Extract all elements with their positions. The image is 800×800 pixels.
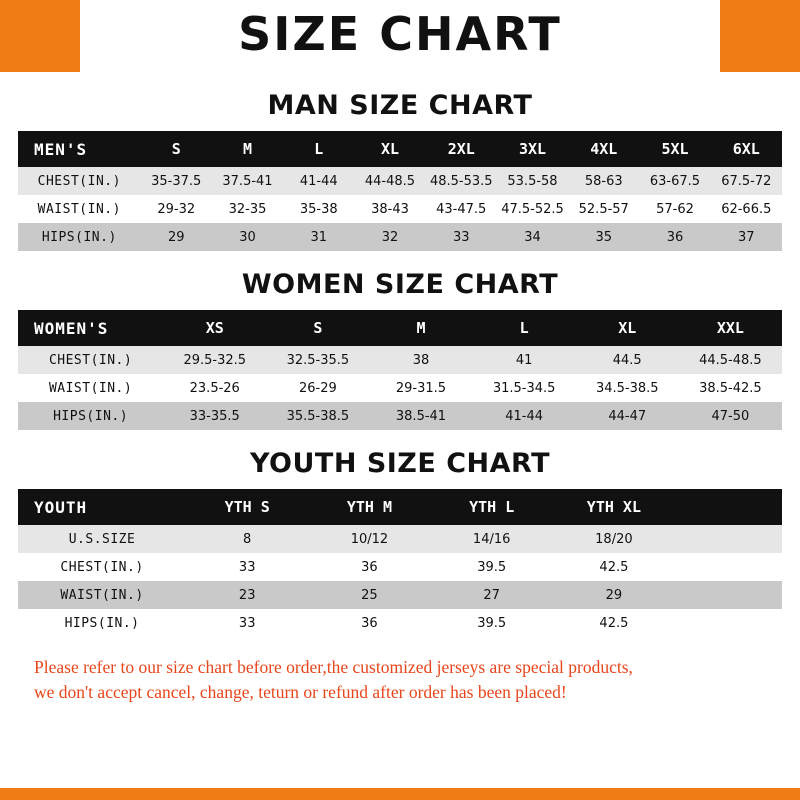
table-cell: 41-44	[283, 167, 354, 195]
table-cell: 62-66.5	[711, 195, 782, 223]
column-header	[675, 489, 782, 525]
table-cell: 33-35.5	[163, 402, 266, 430]
men-size-table	[18, 131, 782, 251]
table-cell	[675, 609, 782, 637]
row-label: WAIST(IN.)	[18, 581, 186, 609]
column-header: MEN'S	[18, 131, 141, 167]
table-cell: 33	[426, 223, 497, 251]
header-banner-inner	[80, 0, 720, 72]
column-header: XL	[576, 310, 679, 346]
table-cell: 29-32	[141, 195, 212, 223]
table-cell: 36	[308, 609, 430, 637]
table-cell: 52.5-57	[568, 195, 639, 223]
row-label: CHEST(IN.)	[18, 346, 163, 374]
table-cell: 10/12	[308, 525, 430, 553]
table-cell: 32	[354, 223, 425, 251]
table-cell: 58-63	[568, 167, 639, 195]
table-cell: 57-62	[639, 195, 710, 223]
table-cell: 29	[553, 581, 675, 609]
table-cell: 14/16	[431, 525, 553, 553]
table-cell: 33	[186, 553, 308, 581]
table-cell: 38-43	[354, 195, 425, 223]
table-cell: 38.5-41	[369, 402, 472, 430]
table-cell: 44.5-48.5	[679, 346, 782, 374]
table-cell: 23	[186, 581, 308, 609]
table-row	[18, 223, 782, 251]
column-header: YOUTH	[18, 489, 186, 525]
table-row	[18, 167, 782, 195]
table-cell: 41-44	[473, 402, 576, 430]
table-cell: 35	[568, 223, 639, 251]
row-label: CHEST(IN.)	[18, 167, 141, 195]
table-row	[18, 346, 782, 374]
table-cell: 38.5-42.5	[679, 374, 782, 402]
table-cell: 37.5-41	[212, 167, 283, 195]
table-row	[18, 525, 782, 553]
column-header: XXL	[679, 310, 782, 346]
chart-content	[0, 90, 800, 706]
table-row	[18, 609, 782, 637]
column-header: XS	[163, 310, 266, 346]
table-cell: 29-31.5	[369, 374, 472, 402]
column-header: M	[369, 310, 472, 346]
table-cell: 8	[186, 525, 308, 553]
table-row	[18, 581, 782, 609]
table-cell: 31.5-34.5	[473, 374, 576, 402]
column-header: S	[266, 310, 369, 346]
table-row	[18, 402, 782, 430]
table-cell: 63-67.5	[639, 167, 710, 195]
table-cell: 34	[497, 223, 568, 251]
table-header-row	[18, 310, 782, 346]
table-row	[18, 553, 782, 581]
page-title: SIZE CHART	[238, 7, 562, 61]
column-header: M	[212, 131, 283, 167]
table-cell: 18/20	[553, 525, 675, 553]
table-header-row	[18, 489, 782, 525]
women-size-table	[18, 310, 782, 430]
table-cell: 27	[431, 581, 553, 609]
table-cell: 35-37.5	[141, 167, 212, 195]
row-label: HIPS(IN.)	[18, 223, 141, 251]
table-cell: 53.5-58	[497, 167, 568, 195]
column-header: 5XL	[639, 131, 710, 167]
table-cell: 35.5-38.5	[266, 402, 369, 430]
table-cell: 32.5-35.5	[266, 346, 369, 374]
table-cell: 44-47	[576, 402, 679, 430]
row-label: WAIST(IN.)	[18, 374, 163, 402]
table-cell: 32-35	[212, 195, 283, 223]
table-cell: 23.5-26	[163, 374, 266, 402]
bottom-accent-strip	[0, 788, 800, 800]
table-cell: 47.5-52.5	[497, 195, 568, 223]
column-header: XL	[354, 131, 425, 167]
table-cell: 44-48.5	[354, 167, 425, 195]
table-cell: 33	[186, 609, 308, 637]
row-label: HIPS(IN.)	[18, 402, 163, 430]
column-header: WOMEN'S	[18, 310, 163, 346]
table-cell: 48.5-53.5	[426, 167, 497, 195]
table-cell: 37	[711, 223, 782, 251]
row-label: HIPS(IN.)	[18, 609, 186, 637]
header-banner	[0, 0, 800, 72]
table-cell: 36	[639, 223, 710, 251]
table-cell: 34.5-38.5	[576, 374, 679, 402]
table-cell: 36	[308, 553, 430, 581]
section-title-men: MAN SIZE CHART	[267, 90, 533, 121]
table-cell: 44.5	[576, 346, 679, 374]
column-header: 6XL	[711, 131, 782, 167]
column-header: YTH M	[308, 489, 430, 525]
footer-note	[18, 655, 782, 706]
table-cell	[675, 553, 782, 581]
table-cell: 47-50	[679, 402, 782, 430]
table-row	[18, 374, 782, 402]
table-header-row	[18, 131, 782, 167]
table-cell: 30	[212, 223, 283, 251]
table-cell: 39.5	[431, 553, 553, 581]
youth-size-table	[18, 489, 782, 637]
table-cell: 25	[308, 581, 430, 609]
table-cell: 35-38	[283, 195, 354, 223]
table-cell: 31	[283, 223, 354, 251]
column-header: YTH XL	[553, 489, 675, 525]
column-header: 4XL	[568, 131, 639, 167]
column-header: YTH S	[186, 489, 308, 525]
table-row	[18, 195, 782, 223]
table-cell: 29.5-32.5	[163, 346, 266, 374]
column-header: L	[283, 131, 354, 167]
table-cell: 42.5	[553, 609, 675, 637]
footer-note-line-2: we don't accept cancel, change, teturn or refund after order has been placed!	[34, 682, 567, 703]
table-cell: 38	[369, 346, 472, 374]
row-label: WAIST(IN.)	[18, 195, 141, 223]
table-cell: 41	[473, 346, 576, 374]
table-cell: 43-47.5	[426, 195, 497, 223]
row-label: U.S.SIZE	[18, 525, 186, 553]
table-cell: 42.5	[553, 553, 675, 581]
column-header: L	[473, 310, 576, 346]
column-header: YTH L	[431, 489, 553, 525]
table-cell: 26-29	[266, 374, 369, 402]
section-title-youth: YOUTH SIZE CHART	[249, 448, 551, 479]
section-title-women: WOMEN SIZE CHART	[241, 269, 559, 300]
table-cell	[675, 525, 782, 553]
table-cell: 67.5-72	[711, 167, 782, 195]
column-header: S	[141, 131, 212, 167]
column-header: 2XL	[426, 131, 497, 167]
table-cell: 39.5	[431, 609, 553, 637]
row-label: CHEST(IN.)	[18, 553, 186, 581]
table-cell: 29	[141, 223, 212, 251]
column-header: 3XL	[497, 131, 568, 167]
footer-note-line-1: Please refer to our size chart before order,the customized jerseys are special products,	[34, 657, 633, 677]
table-cell	[675, 581, 782, 609]
